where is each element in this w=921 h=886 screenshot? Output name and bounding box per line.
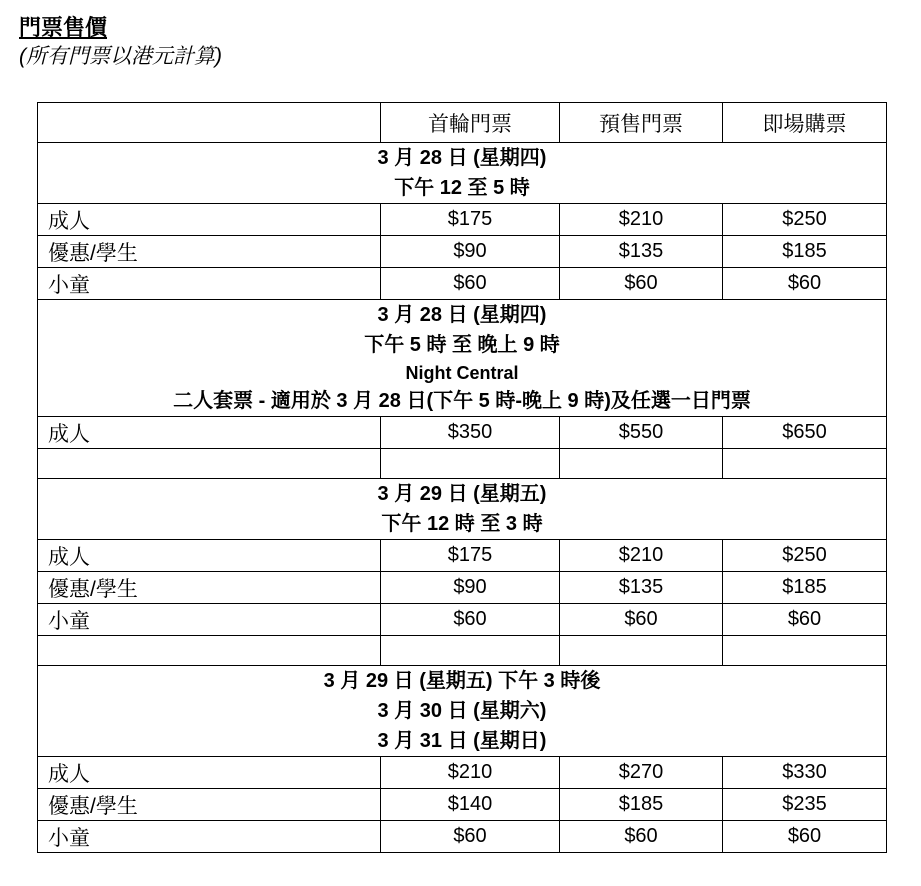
price-cell: $235 bbox=[723, 789, 887, 821]
row-label: 優惠/學生 bbox=[38, 236, 381, 268]
table-row bbox=[38, 757, 887, 789]
price-cell: $60 bbox=[381, 821, 560, 853]
section-heading-row bbox=[38, 666, 887, 757]
column-header: 預售門票 bbox=[560, 103, 723, 143]
table-row bbox=[38, 417, 887, 449]
price-cell: $175 bbox=[381, 204, 560, 236]
price-cell: $270 bbox=[560, 757, 723, 789]
empty-cell bbox=[560, 636, 723, 666]
section-line: 3 月 28 日 (星期四) bbox=[377, 304, 547, 326]
price-cell: $60 bbox=[723, 821, 887, 853]
empty-cell bbox=[381, 636, 560, 666]
table-row bbox=[38, 236, 887, 268]
price-cell: $60 bbox=[723, 268, 887, 300]
section-line: 3 月 29 日 (星期五) bbox=[377, 483, 547, 505]
price-cell: $90 bbox=[381, 236, 560, 268]
price-cell: $210 bbox=[560, 204, 723, 236]
row-label: 優惠/學生 bbox=[38, 572, 381, 604]
price-cell: $210 bbox=[381, 757, 560, 789]
row-label: 成人 bbox=[38, 757, 381, 789]
section-line: 下午 12 至 5 時 bbox=[394, 177, 530, 199]
section-heading-row bbox=[38, 300, 887, 417]
column-header: 首輪門票 bbox=[381, 103, 560, 143]
empty-cell bbox=[560, 449, 723, 479]
table-row bbox=[38, 821, 887, 853]
price-cell: $140 bbox=[381, 789, 560, 821]
section-line: 3 月 31 日 (星期日) bbox=[377, 730, 547, 752]
section-line: 3 月 28 日 (星期四) bbox=[377, 147, 547, 169]
ticket-price-table bbox=[37, 102, 887, 853]
section-line: 下午 12 時 至 3 時 bbox=[381, 513, 543, 535]
section-heading bbox=[38, 666, 887, 757]
price-cell: $330 bbox=[723, 757, 887, 789]
price-cell: $210 bbox=[560, 540, 723, 572]
price-cell: $60 bbox=[560, 821, 723, 853]
table-row bbox=[38, 540, 887, 572]
empty-row bbox=[38, 636, 887, 666]
price-cell: $550 bbox=[560, 417, 723, 449]
empty-cell bbox=[38, 636, 381, 666]
price-cell: $185 bbox=[723, 572, 887, 604]
table-header-row bbox=[38, 103, 887, 143]
row-label: 小童 bbox=[38, 821, 381, 853]
price-cell: $60 bbox=[560, 604, 723, 636]
price-cell: $60 bbox=[381, 268, 560, 300]
empty-row bbox=[38, 449, 887, 479]
table-row bbox=[38, 572, 887, 604]
row-label: 小童 bbox=[38, 268, 381, 300]
row-label: 優惠/學生 bbox=[38, 789, 381, 821]
table-row bbox=[38, 789, 887, 821]
price-cell: $175 bbox=[381, 540, 560, 572]
section-heading bbox=[38, 479, 887, 540]
section-line: 3 月 29 日 (星期五) 下午 3 時後 bbox=[323, 670, 601, 692]
table-row bbox=[38, 204, 887, 236]
price-cell: $135 bbox=[560, 236, 723, 268]
price-cell: $60 bbox=[381, 604, 560, 636]
section-line: Night Central bbox=[405, 363, 519, 383]
price-cell: $60 bbox=[560, 268, 723, 300]
price-cell: $185 bbox=[560, 789, 723, 821]
row-label: 小童 bbox=[38, 604, 381, 636]
price-cell: $90 bbox=[381, 572, 560, 604]
price-cell: $650 bbox=[723, 417, 887, 449]
table-row bbox=[38, 268, 887, 300]
page-subtitle: (所有門票以港元計算) bbox=[19, 45, 222, 68]
price-cell: $350 bbox=[381, 417, 560, 449]
price-cell: $250 bbox=[723, 204, 887, 236]
row-label: 成人 bbox=[38, 204, 381, 236]
price-cell: $185 bbox=[723, 236, 887, 268]
section-line: 二人套票 - 適用於 3 月 28 日(下午 5 時-晚上 9 時)及任選一日門票 bbox=[173, 390, 751, 412]
header-blank-cell bbox=[38, 103, 381, 143]
price-cell: $250 bbox=[723, 540, 887, 572]
section-heading bbox=[38, 300, 887, 417]
section-heading-row bbox=[38, 479, 887, 540]
page-title: 門票售價 bbox=[19, 15, 108, 40]
price-cell: $135 bbox=[560, 572, 723, 604]
price-cell: $60 bbox=[723, 604, 887, 636]
section-line: 3 月 30 日 (星期六) bbox=[377, 700, 547, 722]
empty-cell bbox=[381, 449, 560, 479]
section-heading bbox=[38, 143, 887, 204]
empty-cell bbox=[38, 449, 381, 479]
empty-cell bbox=[723, 636, 887, 666]
table-row bbox=[38, 604, 887, 636]
row-label: 成人 bbox=[38, 417, 381, 449]
section-heading-row bbox=[38, 143, 887, 204]
empty-cell bbox=[723, 449, 887, 479]
row-label: 成人 bbox=[38, 540, 381, 572]
section-line: 下午 5 時 至 晚上 9 時 bbox=[364, 334, 560, 356]
column-header: 即場購票 bbox=[723, 103, 887, 143]
